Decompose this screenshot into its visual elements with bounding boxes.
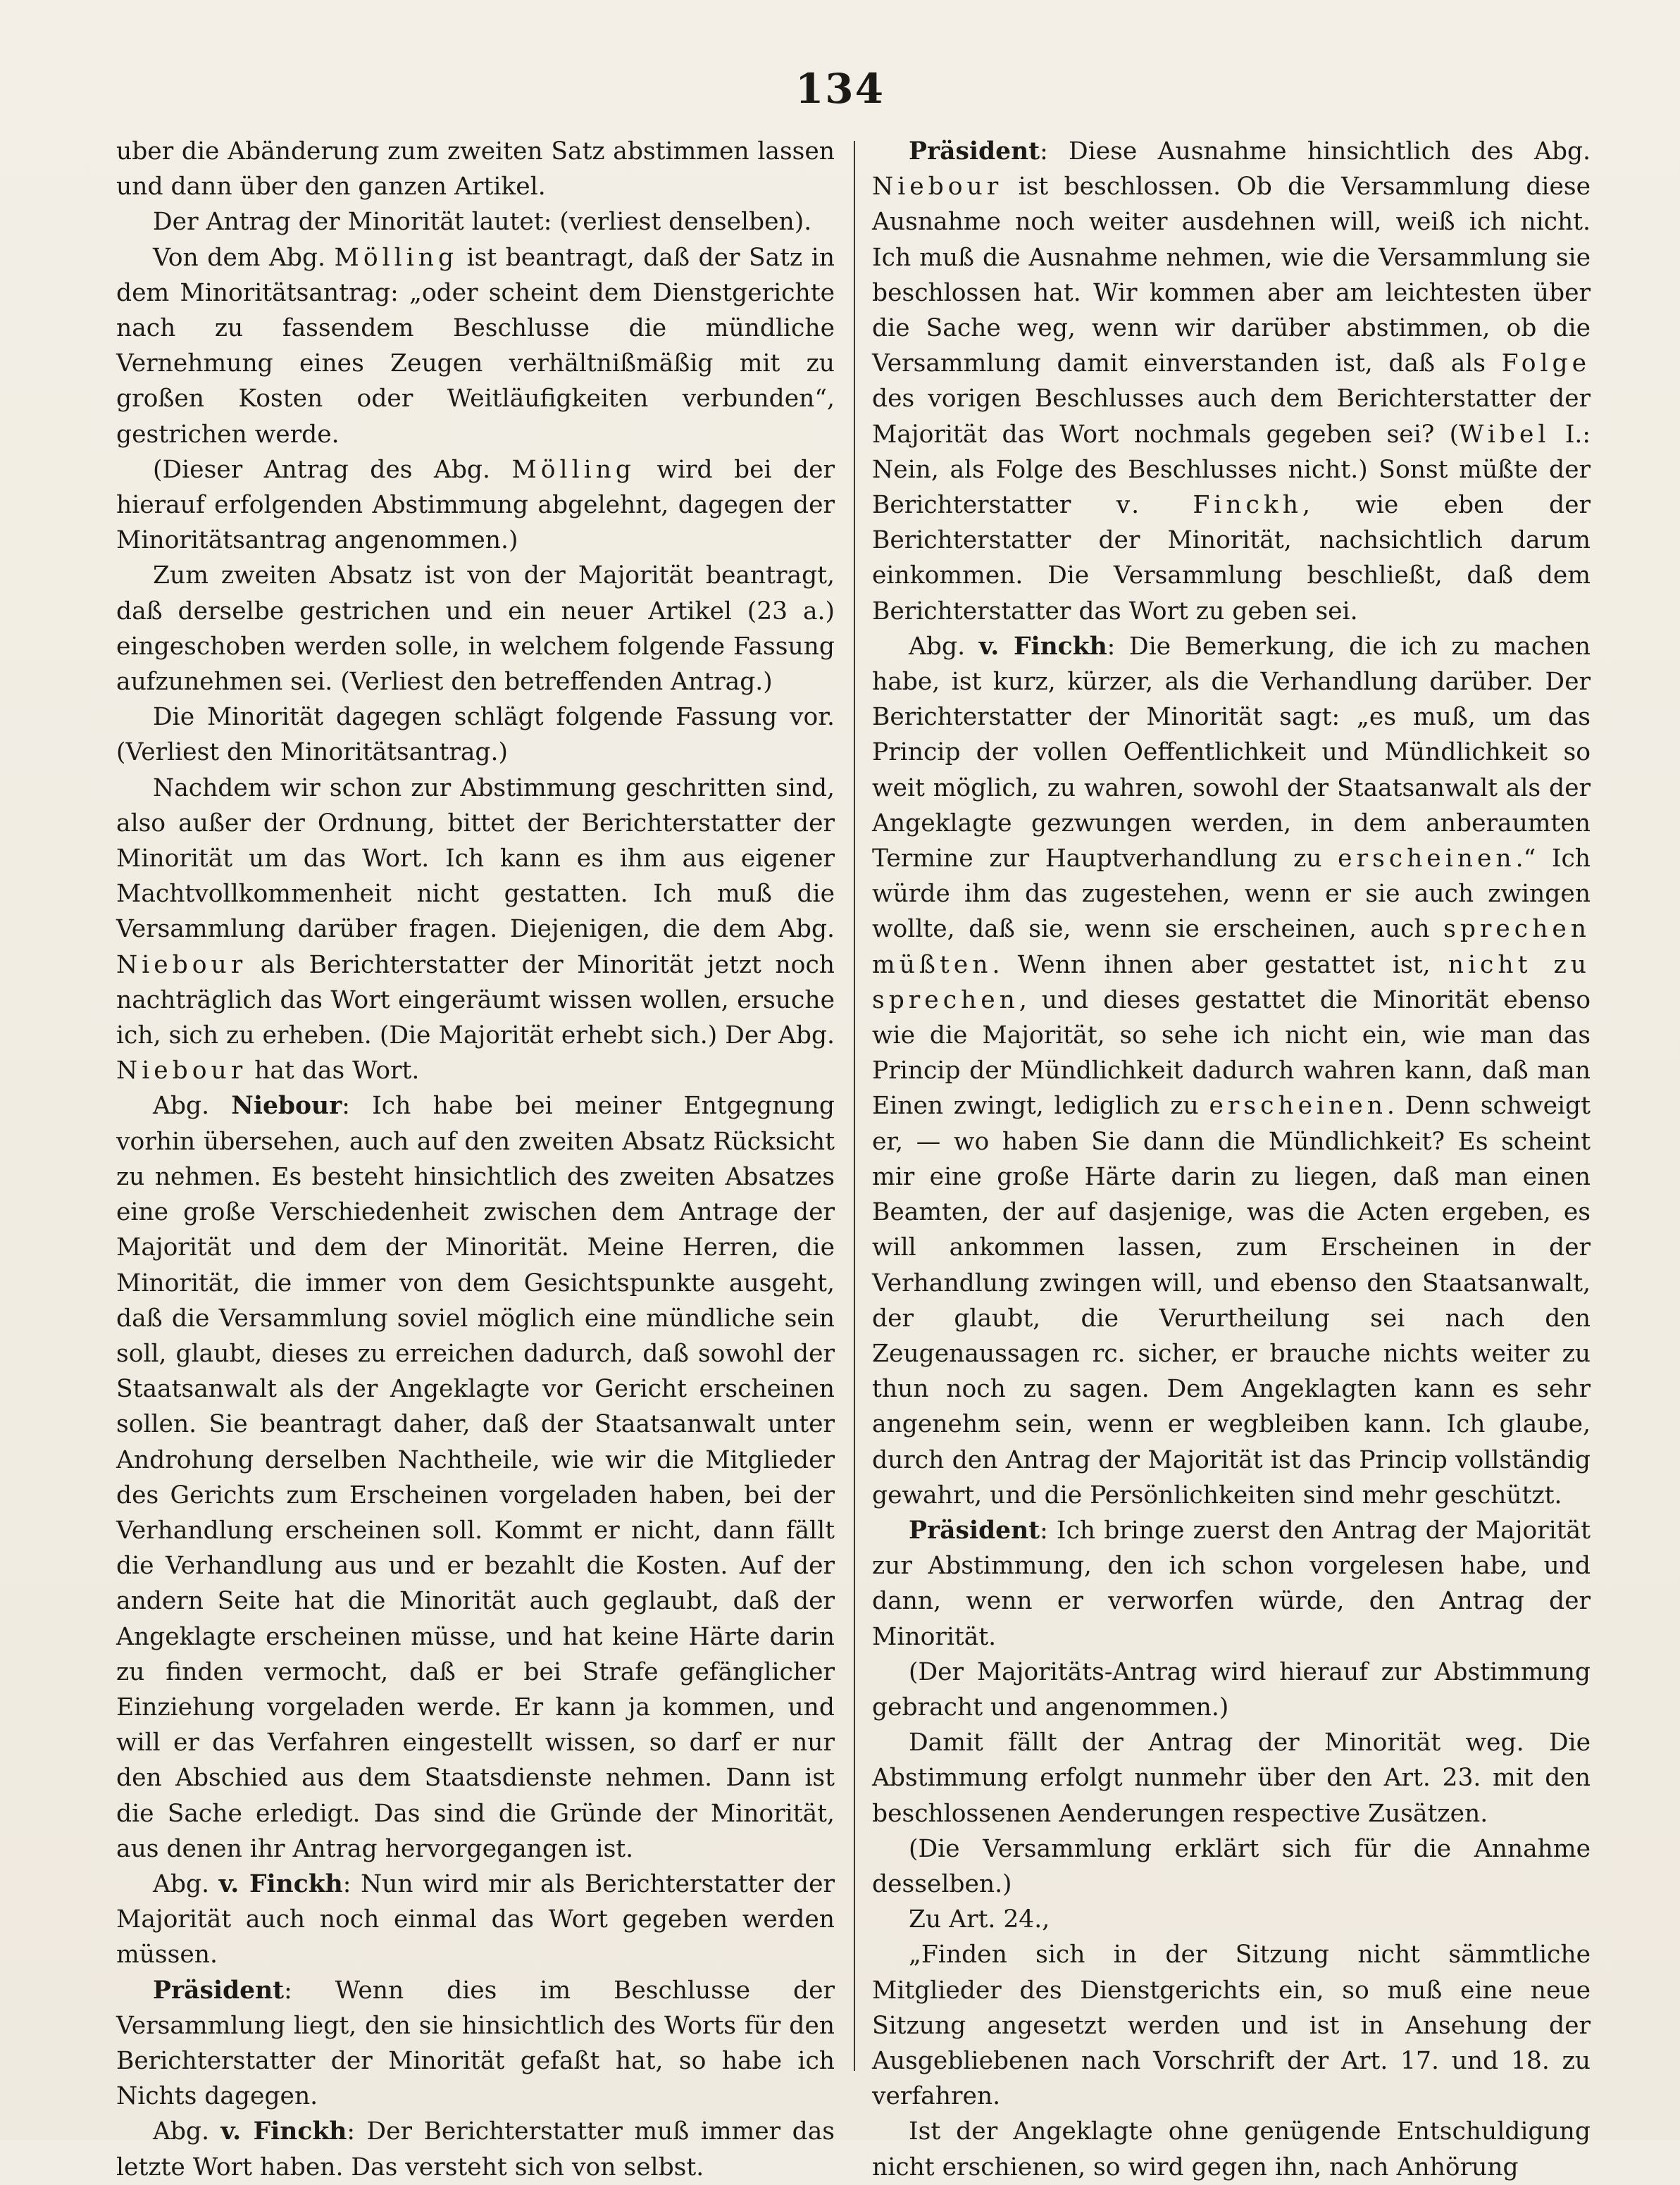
paragraph [116, 204, 835, 239]
emphasized-text: erscheinen [1209, 1092, 1387, 1121]
text-run: : Diese Ausnahme hinsichtlich des Abg. [1040, 137, 1591, 166]
speaker-name: Präsident [909, 137, 1040, 166]
text-run: : Wenn dies im Beschlusse der Versammlung liegt, den sie hinsichtlich des Worts für den Berichterstatter der Minorität gefaßt hat, so habe ich Nichts dagegen. [116, 1976, 835, 2111]
emphasized-text: sprechen müßten [872, 915, 1591, 979]
speaker-name: v. Finckh [978, 632, 1107, 661]
paragraph [872, 629, 1591, 1513]
paragraph [116, 558, 835, 699]
text-run: , wie eben der Berichterstatter der Minorität, nachsichtlich darum einkommen. Die Versammlung beschließt, daß dem Berichterstatter das Wort zu geben sei. [872, 491, 1591, 625]
paragraph [116, 699, 835, 770]
text-run: hat das Wort. [247, 1057, 420, 1085]
text-run: . Wenn ihnen aber gestattet ist, [992, 950, 1448, 979]
text-run: (Der Majoritäts-Antrag wird hierauf zur Abstimmung gebracht und angenommen.) [872, 1657, 1591, 1722]
left-column [116, 134, 835, 2185]
text-run: Der Antrag der Minorität lautet: (verliest denselben). [153, 208, 812, 237]
text-run: Zu Art. 24., [909, 1905, 1050, 1934]
paragraph [872, 1937, 1591, 2114]
text-run: „Finden sich in der Sitzung nicht sämmtliche Mitglieder des Dienstgerichts ein, so muß eine neue Sitzung angesetzt werden und ist in Ansehung der Ausgebliebenen nach Vorschrift der Art. 17. und 18. zu verfahren. [872, 1941, 1591, 2111]
paragraph [872, 1725, 1591, 1831]
paragraph [872, 134, 1591, 629]
speaker-name: Niebour [231, 1092, 342, 1121]
paragraph [872, 2114, 1591, 2184]
text-run: I.: Nein, als Folge des Beschlusses nicht.) Sonst müßte der Berichterstatter [872, 420, 1591, 520]
emphasized-text: v. Finckh [1116, 491, 1303, 520]
paragraph [116, 2114, 835, 2184]
paragraph [116, 452, 835, 559]
text-run: Abg. [909, 632, 979, 661]
text-run: des vorigen Beschlusses auch dem Berichterstatter der Majorität das Wort nochmals gegeben sei? ( [872, 385, 1591, 449]
emphasized-text: erscheinen [1338, 845, 1516, 873]
emphasized-text: Niebour [116, 1057, 247, 1085]
paragraph [116, 134, 835, 204]
text-run: uber die Abänderung zum zweiten Satz abstimmen lassen und dann über den ganzen Artikel. [116, 137, 835, 201]
text-run: wird bei der hierauf erfolgenden Abstimmung abgelehnt, dagegen der Minoritätsantrag angenommen.) [116, 455, 835, 555]
paragraph [872, 1513, 1591, 1655]
text-run: Abg. [153, 2117, 221, 2146]
speaker-name: Präsident [153, 1976, 285, 2005]
text-run: Abg. [153, 1869, 219, 1898]
text-run: als Berichterstatter der Minorität jetzt noch nachträglich das Wort eingeräumt wissen wollen, ersuche ich, sich zu erheben. (Die Majorität erhebt sich.) Der Abg. [116, 950, 835, 1050]
speaker-name: v. Finckh [218, 1869, 343, 1898]
text-run: : Der Berichterstatter muß immer das letzte Wort haben. Das versteht sich von selbst. [116, 2117, 835, 2181]
paragraph [116, 1088, 835, 1866]
text-run: Ist der Angeklagte ohne genügende Entschuldigung nicht erschienen, so wird gegen ihn, nach Anhörung [872, 2117, 1591, 2181]
emphasized-text: Mölling [511, 455, 635, 484]
text-run: . Denn schweigt er, — wo haben Sie dann die Mündlichkeit? Es scheint mir eine große Härte darin zu liegen, daß man einen Beamten, der auf dasjenige, was die Acten ergeben, es will ankommen lassen, zum Erscheinen in der Verhandlung zwingen will, und ebenso den Staatsanwalt, der glaubt, die Verurtheilung sei nach den Zeugenaussagen rc. sicher, er brauche nichts weiter zu thun noch zu sagen. Dem Angeklagten kann es sehr angenehm sein, wenn er wegbleiben kann. Ich glaube, durch den Antrag der Majorität ist das Princip vollständig gewahrt, und die Persönlichkeiten sind mehr geschützt. [872, 1092, 1591, 1509]
paragraph [116, 1973, 835, 2115]
text-run: .“ Ich würde ihm das zugestehen, wenn er sie auch zwingen wollte, daß sie, wenn sie erscheinen, auch [872, 845, 1591, 944]
emphasized-text: Wibel [1459, 420, 1550, 449]
paragraph [116, 771, 835, 1089]
text-run: : Ich habe bei meiner Entgegnung vorhin übersehen, auch auf den zweiten Absatz Rücksicht zu nehmen. Es besteht hinsichtlich des zweiten Absatzes eine große Verschiedenheit zwischen dem Antrage der Majorität und dem der Minorität. Meine Herren, die Minorität, die immer von dem Gesichtspunkte ausgeht, daß die Versammlung soviel möglich eine mündliche sein soll, glaubt, dieses zu erreichen dadurch, daß sowohl der Staatsanwalt als der Angeklagte vor Gericht erscheinen sollen. Sie beantragt daher, daß der Staatsanwalt unter Androhung derselben Nachtheile, wie wir die Mitglieder des Gerichts zum Erscheinen vorgeladen haben, bei der Verhandlung erscheinen soll. Kommt er nicht, dann fällt die Verhandlung aus und er bezahlt die Kosten. Auf der andern Seite hat die Minorität auch geglaubt, daß der Angeklagte erscheinen müsse, und hat keine Härte darin zu finden vermocht, daß er bei Strafe gefänglicher Einziehung vorgeladen werde. Er kann ja kommen, und will er das Verfahren eingestellt wissen, so darf er nur den Abschied aus dem Staatsdienste nehmen. Dann ist die Sache erledigt. Das sind die Gründe der Minorität, aus denen ihr Antrag hervorgegangen ist. [116, 1092, 835, 1863]
text-run: Die Minorität dagegen schlägt folgende Fassung vor. (Verliest den Minoritätsantrag.) [116, 703, 835, 767]
text-run: (Die Versammlung erklärt sich für die Annahme desselben.) [872, 1834, 1591, 1898]
text-run: : Ich bringe zuerst den Antrag der Majorität zur Abstimmung, den ich schon vorgelesen habe, und dann, wenn er verworfen würde, den Antrag der Minorität. [872, 1516, 1591, 1651]
paragraph [116, 1867, 835, 1973]
column-divider [854, 141, 855, 2071]
text-run: : Nun wird mir als Berichterstatter der Majorität auch noch einmal das Wort gegeben werden müssen. [116, 1869, 835, 1969]
text-run: ist beantragt, daß der Satz in dem Minoritätsantrag: „oder scheint dem Dienstgerichte nach zu fassendem Beschlusse die mündliche Vernehmung eines Zeugen verhältnißmäßig mit zu großen Kosten oder Weitläufigkeiten verbunden“, gestrichen werde. [116, 243, 835, 449]
text-run: Damit fällt der Antrag der Minorität weg. Die Abstimmung erfolgt nunmehr über den Art. 23. mit den beschlossenen Aenderungen respective Zusätzen. [872, 1729, 1591, 1828]
speaker-name: Präsident [909, 1516, 1040, 1545]
text-run: Nachdem wir schon zur Abstimmung geschritten sind, also außer der Ordnung, bittet der Berichterstatter der Minorität um das Wort. Ich kann es ihm aus eigener Machtvollkommenheit nicht gestatten. Ich muß die Versammlung darüber fragen. Diejenigen, die dem Abg. [116, 773, 835, 944]
paragraph [116, 240, 835, 452]
emphasized-text: Folge [1501, 349, 1591, 378]
text-run: (Dieser Antrag des Abg. [153, 455, 512, 484]
emphasized-text: nicht zu sprechen [872, 950, 1591, 1014]
emphasized-text: Niebour [116, 950, 247, 979]
paragraph [872, 1831, 1591, 1902]
speaker-name: v. Finckh [220, 2117, 347, 2146]
paragraph [872, 1655, 1591, 1725]
emphasized-text: Niebour [872, 173, 1003, 201]
text-run: Von dem Abg. [153, 243, 335, 272]
text-run: , und dieses gestattet die Minorität ebenso wie die Majorität, so sehe ich nicht ein, wie man das Princip der Mündlichkeit dadurch wahren kann, daß man Einen zwingt, lediglich zu [872, 985, 1591, 1121]
paragraph [872, 1902, 1591, 1937]
text-run: ist beschlossen. Ob die Versammlung diese Ausnahme noch weiter ausdehnen will, weiß ich nicht. Ich muß die Ausnahme nehmen, wie die Versammlung sie beschlossen hat. Wir kommen aber am leichtesten über die Sache weg, wenn wir darüber abstimmen, ob die Versammlung damit einverstanden ist, daß als [872, 173, 1591, 378]
emphasized-text: Mölling [334, 243, 459, 272]
page-number: 134 [795, 65, 885, 113]
text-run: Abg. [153, 1092, 232, 1121]
text-run: Zum zweiten Absatz ist von der Majorität beantragt, daß derselbe gestrichen und ein neuer Artikel (23 a.) eingeschoben werden solle, in welchem folgende Fassung aufzunehmen sei. (Verliest den betreffenden Antrag.) [116, 561, 835, 697]
right-column [872, 134, 1591, 2185]
text-run: : Die Bemerkung, die ich zu machen habe, ist kurz, kürzer, als die Verhandlung darüber. Der Berichterstatter der Minorität sagt: „es muß, um das Princip der vollen Oeffentlichkeit und Mündlichkeit so weit möglich, zu wahren, sowohl der Staatsanwalt als der Angeklagte gezwungen werden, in dem anberaumten Termine zur Hauptverhandlung zu [872, 632, 1591, 873]
